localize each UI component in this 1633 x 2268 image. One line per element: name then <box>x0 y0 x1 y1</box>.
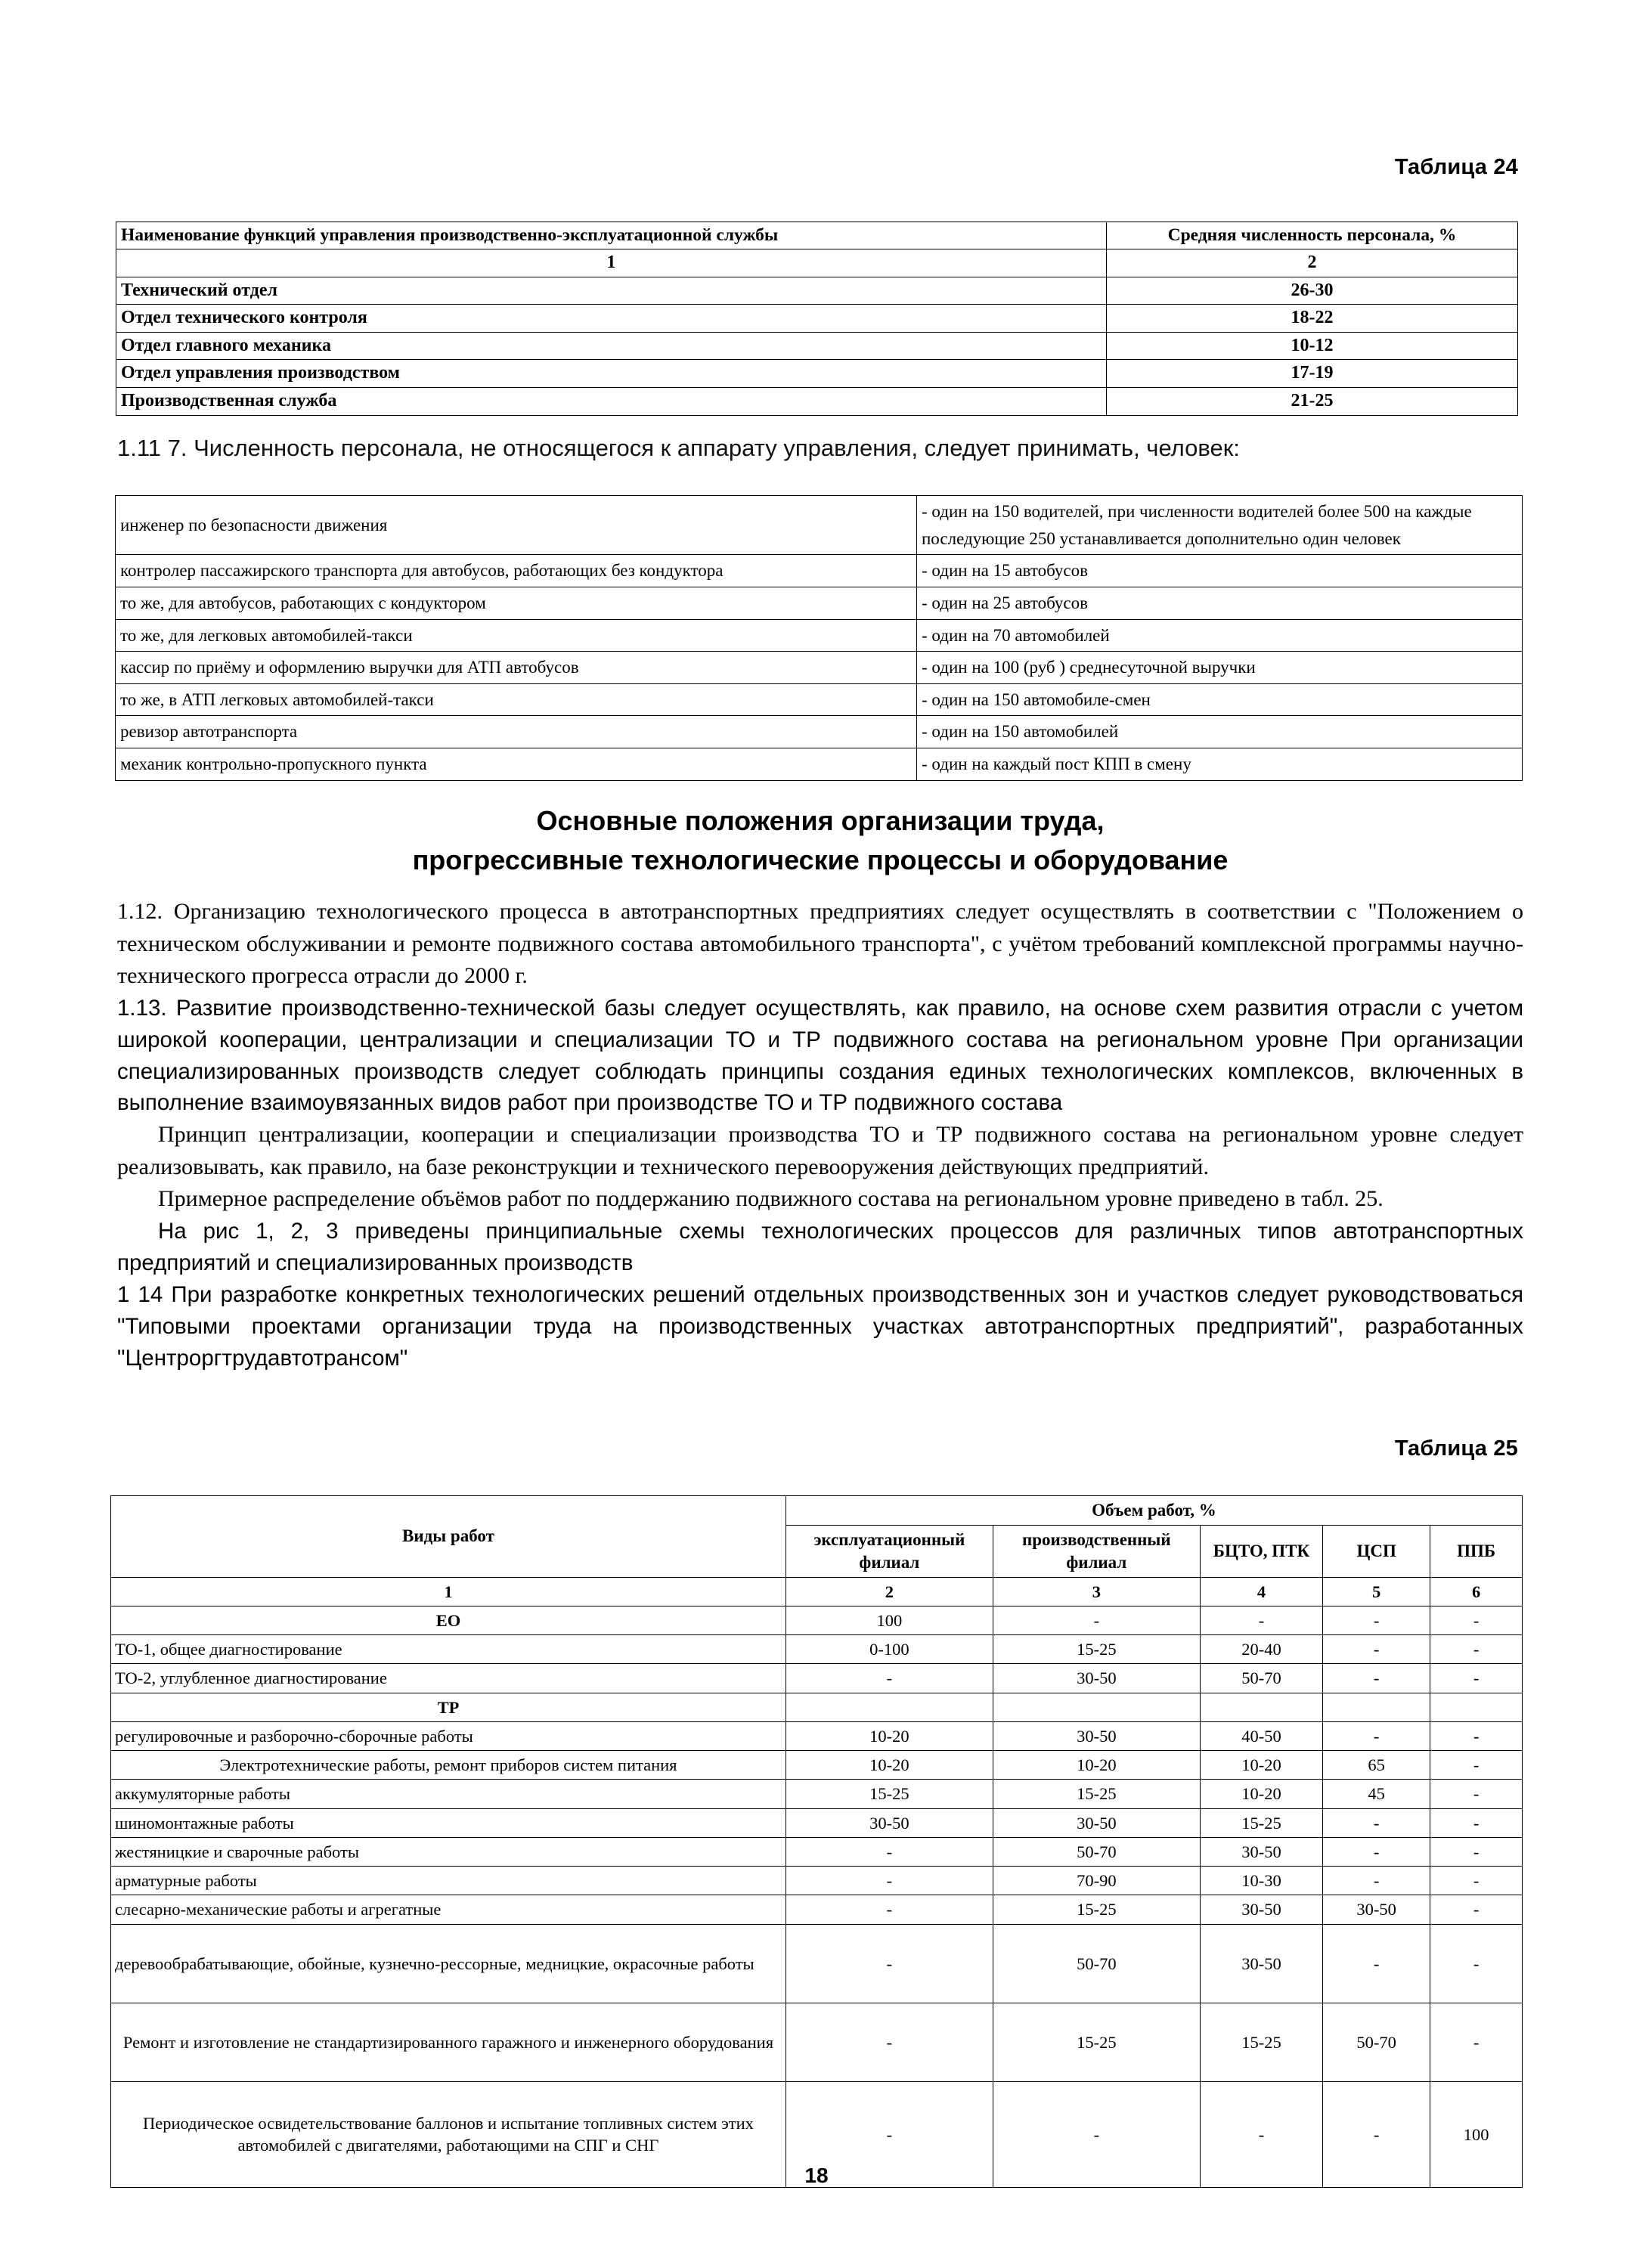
section-heading-line1: Основные положения организации труда, <box>536 805 1105 836</box>
personnel-norm: - один на 150 водителей, при численности водителей более 500 на каждые последующие 250 устанавливается дополнительно один человек <box>917 496 1523 555</box>
table-row <box>111 1496 1523 1526</box>
personnel-position: то же, в АТП легковых автомобилей-такси <box>116 683 917 716</box>
table25-ppb: - <box>1430 1721 1523 1750</box>
section-heading-line2: прогрессивные технологические процессы и оборудование <box>412 844 1229 876</box>
table25-bcto: 50-70 <box>1200 1664 1322 1693</box>
table25-csp: 30-50 <box>1323 1895 1430 1924</box>
table24-caption: Таблица 24 <box>1394 155 1518 179</box>
table25-exp: 15-25 <box>786 1780 993 1808</box>
table25-prod: 50-70 <box>993 1837 1200 1866</box>
table25-prod: 70-90 <box>993 1867 1200 1895</box>
table25-bcto: 10-20 <box>1200 1780 1322 1808</box>
table25-bcto: 20-40 <box>1200 1635 1322 1664</box>
personnel-norms-table <box>115 495 1523 781</box>
table-row <box>111 1606 1523 1634</box>
table25-prod: - <box>993 1606 1200 1634</box>
table25-exp: 0-100 <box>786 1635 993 1664</box>
table25-ppb: - <box>1430 1895 1523 1924</box>
table25-ppb: - <box>1430 1924 1523 2003</box>
table25-caption: Таблица 25 <box>1394 1436 1518 1461</box>
table25-colnum-1: 1 <box>111 1577 786 1606</box>
personnel-norm: - один на 70 автомобилей <box>917 619 1523 652</box>
table25-exp: - <box>786 1867 993 1895</box>
table-row <box>111 2003 1523 2081</box>
table-row <box>116 387 1518 415</box>
table25-work: Периодическое освидетельствование баллонов и испытание топливных систем этих автомобилей с двигателями, работающими на СПГ и СНГ <box>111 2081 786 2187</box>
table24-row-name: Производственная служба <box>116 387 1107 415</box>
table25-bcto: 10-30 <box>1200 1867 1322 1895</box>
table-row <box>116 496 1523 555</box>
table-row <box>111 1635 1523 1664</box>
table25-work: аккумуляторные работы <box>111 1780 786 1808</box>
table25-colnum-3: 3 <box>993 1577 1200 1606</box>
table25-csp: - <box>1323 1635 1430 1664</box>
table24-row-value: 21-25 <box>1107 387 1518 415</box>
table25-header-group: Объем работ, % <box>786 1496 1522 1526</box>
table25-ppb: - <box>1430 1837 1523 1866</box>
table25-work: ТО-2, углубленное диагностирование <box>111 1664 786 1693</box>
personnel-position: механик контрольно-пропускного пункта <box>116 748 917 781</box>
table25-exp: 10-20 <box>786 1721 993 1750</box>
table24-header-value: Средняя численность персонала, % <box>1107 222 1518 249</box>
table-row <box>116 360 1518 388</box>
table25-work: ТР <box>111 1693 786 1721</box>
table25-ppb: - <box>1430 1606 1523 1634</box>
table-row <box>111 1721 1523 1750</box>
table25-ppb: - <box>1430 2003 1523 2081</box>
table25-exp: - <box>786 1664 993 1693</box>
table24-row-value: 26-30 <box>1107 277 1518 305</box>
table25-ppb: - <box>1430 1635 1523 1664</box>
table24-colnum-1: 1 <box>116 249 1107 277</box>
table25-bcto: 15-25 <box>1200 2003 1322 2081</box>
table25-ppb: - <box>1430 1780 1523 1808</box>
table25-csp: - <box>1323 1664 1430 1693</box>
table25-csp <box>1323 1693 1430 1721</box>
paragraph-figures: На рис 1, 2, 3 приведены принципиальные схемы технологических процессов для различных типов автотранспортных предприятий и специализированных производств <box>117 1219 1523 1275</box>
personnel-norm: - один на 15 автобусов <box>917 555 1523 587</box>
table25-work: регулировочные и разборочно-сборочные работы <box>111 1721 786 1750</box>
table25-ppb <box>1430 1693 1523 1721</box>
table-row <box>116 619 1523 652</box>
table25-prod <box>993 1693 1200 1721</box>
table25-csp: - <box>1323 1606 1430 1634</box>
table25-csp: 65 <box>1323 1751 1430 1780</box>
table25-exp: - <box>786 2003 993 2081</box>
table25-exp: 10-20 <box>786 1751 993 1780</box>
table25-csp: - <box>1323 1924 1430 2003</box>
table25-prod: 10-20 <box>993 1751 1200 1780</box>
table25-prod: 30-50 <box>993 1664 1200 1693</box>
table25-colnum-2: 2 <box>786 1577 993 1606</box>
table25-exp <box>786 1693 993 1721</box>
table25-work: ТО-1, общее диагностирование <box>111 1635 786 1664</box>
table25-prod: 50-70 <box>993 1924 1200 2003</box>
table25-exp: - <box>786 1895 993 1924</box>
table25-exp: - <box>786 1924 993 2003</box>
table25-prod: 15-25 <box>993 1780 1200 1808</box>
table25-prod: 30-50 <box>993 1808 1200 1837</box>
table25-csp: - <box>1323 2081 1430 2187</box>
table25-exp: - <box>786 2081 993 2187</box>
table-row <box>111 1837 1523 1866</box>
personnel-position: то же, для легковых автомобилей-такси <box>116 619 917 652</box>
table24-row-name: Отдел главного механика <box>116 332 1107 360</box>
page-number: 18 <box>804 2164 829 2187</box>
table25-csp: - <box>1323 1721 1430 1750</box>
table-row <box>116 222 1518 249</box>
personnel-norm: - один на 150 автомобилей <box>917 716 1523 748</box>
personnel-norm: - один на 25 автобусов <box>917 587 1523 619</box>
table-row <box>111 1895 1523 1924</box>
table25-exp: 100 <box>786 1606 993 1634</box>
table25-exp: - <box>786 1837 993 1866</box>
table-row <box>116 652 1523 684</box>
table25-prod: - <box>993 2081 1200 2187</box>
section-heading <box>117 801 1523 880</box>
paragraph-1-12: 1.12. Организацию технологического процесса в автотранспортных предприятиях следует осуществлять в соответствии с "Положением о техническом обслуживании и ремонте подвижного состава автомобильного транспорта", с учётом требований комплексной программы научно-технического прогресса отрасли до 2000 г. <box>117 899 1523 989</box>
table25-bcto: 10-20 <box>1200 1751 1322 1780</box>
table-row <box>111 1577 1523 1606</box>
paragraph-example-distribution: Примерное распределение объёмов работ по поддержанию подвижного состава на региональном уровне приведено в табл. 25. <box>158 1186 1384 1212</box>
table25-prod: 30-50 <box>993 1721 1200 1750</box>
table-row <box>111 1693 1523 1721</box>
table25-subheader-ppb: ППБ <box>1430 1525 1523 1577</box>
table-row <box>111 1867 1523 1895</box>
paragraph-1-13: 1.13. Развитие производственно-технической базы следует осуществлять, как правило, на основе схем развития отрасли с учетом широкой кооперации, централизации и специализации ТО и ТР подвижного состава на региональном уровне При организации специализированных производств следует соблюдать принципы создания единых технологических комплексов, включенных в выполнение взаимоувязанных видов работ при производстве ТО и ТР подвижного состава <box>117 995 1523 1116</box>
table25-work: Электротехнические работы, ремонт приборов систем питания <box>111 1751 786 1780</box>
table24-header-name: Наименование функций управления производственно-эксплуатационной службы <box>116 222 1107 249</box>
table25-prod: 15-25 <box>993 1635 1200 1664</box>
table25-subheader-production: производственный филиал <box>993 1525 1200 1577</box>
table25-colnum-4: 4 <box>1200 1577 1322 1606</box>
table-row <box>111 1808 1523 1837</box>
table-row <box>116 683 1523 716</box>
table25-csp: - <box>1323 1867 1430 1895</box>
table25-bcto: 40-50 <box>1200 1721 1322 1750</box>
table25-prod: 15-25 <box>993 1895 1200 1924</box>
table25-subheader-exploitation: эксплуатационный филиал <box>786 1525 993 1577</box>
table24-row-value: 18-22 <box>1107 305 1518 333</box>
table25-prod: 15-25 <box>993 2003 1200 2081</box>
table24-row-value: 10-12 <box>1107 332 1518 360</box>
table25-work: шиномонтажные работы <box>111 1808 786 1837</box>
table25-bcto: 30-50 <box>1200 1895 1322 1924</box>
personnel-position: то же, для автобусов, работающих с кондуктором <box>116 587 917 619</box>
table25-ppb: 100 <box>1430 2081 1523 2187</box>
table-row <box>116 332 1518 360</box>
table25-csp: - <box>1323 1837 1430 1866</box>
table-row <box>111 1664 1523 1693</box>
table25-bcto: 30-50 <box>1200 1837 1322 1866</box>
table24-row-name: Технический отдел <box>116 277 1107 305</box>
table-row <box>116 716 1523 748</box>
table-row <box>116 249 1518 277</box>
table25-bcto: 30-50 <box>1200 1924 1322 2003</box>
personnel-norm: - один на 100 (руб ) среднесуточной выручки <box>917 652 1523 684</box>
table25-colnum-6: 6 <box>1430 1577 1523 1606</box>
paragraph-principle: Принцип централизации, кооперации и специализации производства ТО и ТР подвижного состава на региональном уровне следует реализовывать, как правило, на базе реконструкции и технического перевооружения действующих предприятий. <box>117 1122 1523 1179</box>
table-row <box>111 1924 1523 2003</box>
table25-csp: - <box>1323 1808 1430 1837</box>
table25-ppb: - <box>1430 1751 1523 1780</box>
table25-work: жестяницкие и сварочные работы <box>111 1837 786 1866</box>
table25-work: ЕО <box>111 1606 786 1634</box>
table24-row-name: Отдел технического контроля <box>116 305 1107 333</box>
table-row <box>116 587 1523 619</box>
table25-ppb: - <box>1430 1867 1523 1895</box>
personnel-position: инженер по безопасности движения <box>116 496 917 555</box>
table25-ppb: - <box>1430 1808 1523 1837</box>
table25-work: слесарно-механические работы и агрегатные <box>111 1895 786 1924</box>
body-text <box>117 896 1523 1374</box>
table-row <box>116 305 1518 333</box>
table24-row-value: 17-19 <box>1107 360 1518 388</box>
table25-ppb: - <box>1430 1664 1523 1693</box>
personnel-position: ревизор автотранспорта <box>116 716 917 748</box>
personnel-position: контролер пассажирского транспорта для автобусов, работающих без кондуктора <box>116 555 917 587</box>
table-row <box>116 555 1523 587</box>
table25-bcto: 15-25 <box>1200 1808 1322 1837</box>
table25-subheader-csp: ЦСП <box>1323 1525 1430 1577</box>
table25-colnum-5: 5 <box>1323 1577 1430 1606</box>
table25-work: Ремонт и изготовление не стандартизированного гаражного и инженерного оборудования <box>111 2003 786 2081</box>
paragraph-1-14: 1 14 При разработке конкретных технологических решений отдельных производственных зон и участков следует руководствоваться "Типовыми проектами организации труда на производственных участках автотранспортных предприятий", разработанных "Центроргтрудавтотрансом" <box>117 1281 1523 1371</box>
table25-bcto: - <box>1200 2081 1322 2187</box>
table25-work: деревообрабатывающие, обойные, кузнечно-рессорные, медницкие, окрасочные работы <box>111 1924 786 2003</box>
personnel-norm: - один на каждый пост КПП в смену <box>917 748 1523 781</box>
table24-colnum-2: 2 <box>1107 249 1518 277</box>
clause-1-11-7: 1.11 7. Численность персонала, не относящегося к аппарату управления, следует принимать, человек: <box>117 435 1240 461</box>
table25-header-work: Виды работ <box>111 1496 786 1578</box>
table25-csp: 50-70 <box>1323 2003 1430 2081</box>
table-row <box>111 1751 1523 1780</box>
personnel-position: кассир по приёму и оформлению выручки для АТП автобусов <box>116 652 917 684</box>
table-row <box>111 1780 1523 1808</box>
table24 <box>116 222 1518 416</box>
table25-csp: 45 <box>1323 1780 1430 1808</box>
table25-subheader-bcto-ptk: БЦТО, ПТК <box>1200 1525 1322 1577</box>
table25-work: арматурные работы <box>111 1867 786 1895</box>
table25-exp: 30-50 <box>786 1808 993 1837</box>
table25-bcto <box>1200 1693 1322 1721</box>
table-row <box>116 748 1523 781</box>
personnel-norm: - один на 150 автомобиле-смен <box>917 683 1523 716</box>
table24-row-name: Отдел управления производством <box>116 360 1107 388</box>
table25-bcto: - <box>1200 1606 1322 1634</box>
table-row <box>116 277 1518 305</box>
table25 <box>110 1495 1523 2188</box>
